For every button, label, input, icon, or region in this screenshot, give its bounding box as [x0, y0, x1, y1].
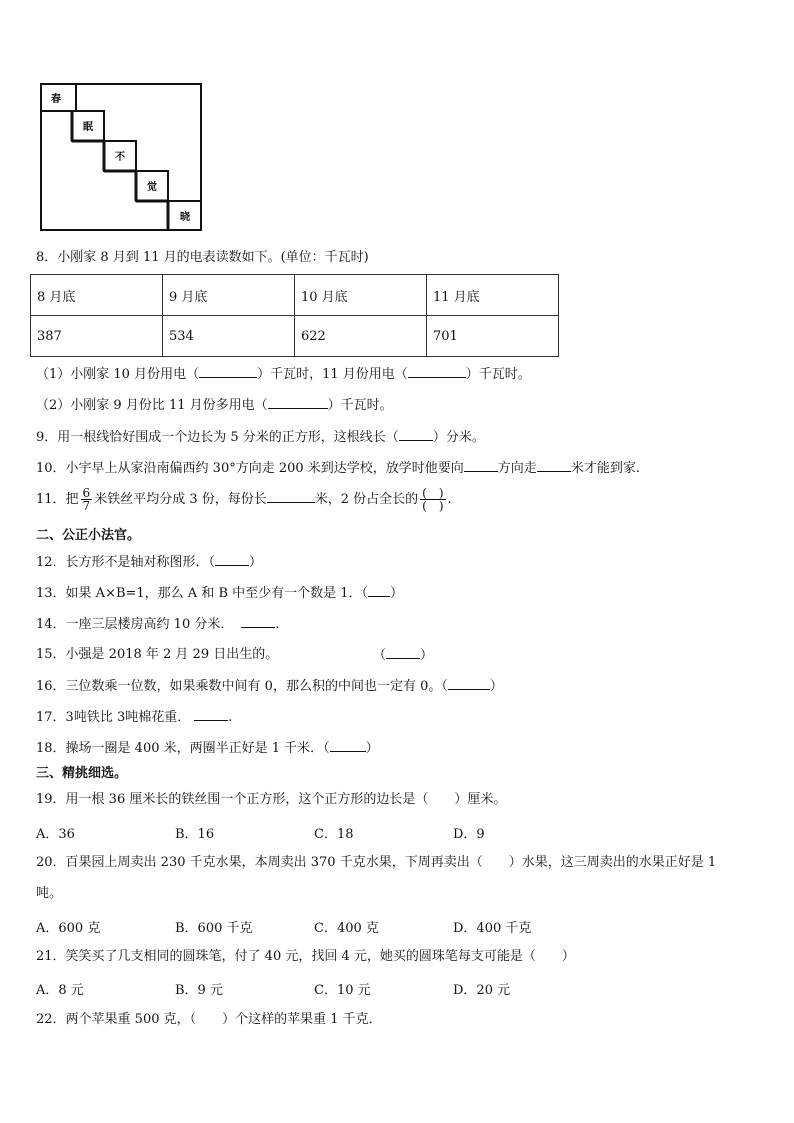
answer-blank[interactable]	[268, 396, 328, 409]
q20-option-c[interactable]: C．400 克	[314, 921, 379, 936]
answer-blank[interactable]	[408, 365, 466, 378]
q10-text: 米才能到家.	[570, 461, 640, 476]
q11-text: 米铁丝平均分成 3 份，每份长	[94, 492, 267, 507]
answer-blank[interactable]	[241, 615, 275, 628]
q18-text: ）	[365, 741, 379, 756]
q15-text: ）	[420, 648, 434, 663]
q11-text: 11．把	[36, 492, 79, 507]
q17-text: .	[228, 710, 233, 725]
q16	[36, 677, 503, 696]
q11	[36, 486, 452, 514]
q19-option-a[interactable]: A．36	[36, 827, 75, 842]
q12	[36, 553, 262, 572]
fraction	[81, 487, 93, 512]
q14	[36, 615, 280, 634]
q21-option-c[interactable]: C．10 元	[314, 983, 371, 998]
q12-text: 12．长方形不是轴对称图形．（	[36, 555, 216, 570]
answer-blank[interactable]	[330, 739, 366, 752]
q15-text: （	[373, 648, 387, 663]
fraction-denominator: ( )	[422, 499, 444, 513]
q13	[36, 584, 403, 603]
q22-stem: 22．两个苹果重 500 克，（ ）个这样的苹果重 1 千克．	[36, 1012, 382, 1027]
q8-stem: 8．小刚家 8 月到 11 月的电表读数如下。(单位：千瓦时)	[36, 250, 369, 265]
q17-text: 17．3吨铁比 3吨棉花重．	[36, 710, 191, 725]
q20-stem-cont: 吨。	[36, 886, 63, 901]
answer-blank[interactable]	[448, 677, 490, 690]
stair-char-2: 眠	[83, 122, 93, 133]
table-row	[31, 316, 559, 357]
fraction-denominator: 7	[82, 499, 91, 513]
q15-text: 15．小强是 2018 年 2 月 29 日出生的。	[36, 647, 279, 662]
q10	[36, 459, 640, 478]
table-cell: 387	[31, 316, 163, 357]
q15	[36, 646, 278, 664]
q18	[36, 739, 379, 758]
fraction-numerator: ( )	[422, 486, 444, 500]
q20-option-b[interactable]: B．600 千克	[175, 921, 253, 936]
answer-blank[interactable]	[386, 646, 420, 659]
meter-table	[30, 274, 559, 357]
answer-blank[interactable]	[267, 490, 315, 503]
q8-sub1	[36, 365, 531, 384]
q10-text: 10．小宇早上从家沿南偏西约 30°方向走 200 米到达学校，放学时他要向	[36, 461, 464, 476]
q20-stem: 20．百果园上周卖出 230 千克水果，本周卖出 370 千克水果，下周再卖出（ ）水果，这三周卖出的水果正好是 1	[36, 855, 717, 870]
answer-blank[interactable]	[399, 428, 433, 441]
fraction-numerator: 6	[82, 486, 91, 500]
q8-sub1-text: ）千瓦时。	[465, 367, 531, 382]
section-heading: 三、精挑细选。	[36, 766, 128, 781]
q19-option-c[interactable]: C．18	[314, 827, 354, 842]
q19-stem: 19．用一根 36 厘米长的铁丝围一个正方形，这个正方形的边长是（ ）厘米。	[36, 792, 507, 807]
answer-blank[interactable]	[194, 708, 228, 721]
q8-sub2-text: ）千瓦时。	[327, 398, 393, 413]
answer-blank[interactable]	[368, 584, 390, 597]
q16-text: 16．三位数乘一位数，如果乘数中间有 0，那么积的中间也一定有 0。（	[36, 679, 448, 694]
q14-text: .	[275, 617, 280, 632]
answer-blank[interactable]	[537, 459, 571, 472]
table-header-cell: 11 月底	[427, 275, 559, 316]
q9-text: ）分米。	[432, 430, 485, 445]
q18-text: 18．操场一圈是 400 米，两圈半正好是 1 千米．（	[36, 741, 330, 756]
table-cell: 534	[163, 316, 295, 357]
q14-text: 14．一座三层楼房高约 10 分米．	[36, 617, 234, 632]
answer-blank[interactable]	[199, 365, 257, 378]
q11-text: .	[447, 492, 452, 507]
q12-text: ）	[249, 555, 263, 570]
table-header-cell: 9 月底	[163, 275, 295, 316]
q13-text: 13．如果 A×B=1，那么 A 和 B 中至少有一个数是 1．（	[36, 586, 369, 601]
section-heading: 二、公正小法官。	[36, 528, 141, 543]
table-row	[31, 275, 559, 316]
q20-option-a[interactable]: A．600 克	[36, 921, 101, 936]
stair-char-5: 晓	[180, 212, 190, 223]
q8-sub1-text: （1）小刚家 10 月份用电（	[36, 367, 200, 382]
q17	[36, 708, 232, 727]
stair-char-1: 春	[51, 94, 61, 105]
q8-sub2-text: （2）小刚家 9 月份比 11 月份多用电（	[36, 398, 268, 413]
q13-text: ）	[390, 586, 404, 601]
answer-blank[interactable]	[464, 459, 498, 472]
q11-text: 米，2 份占全长的	[314, 492, 419, 507]
q21-option-b[interactable]: B．9 元	[175, 983, 223, 998]
table-header-cell: 8 月底	[31, 275, 163, 316]
q9-text: 9．用一根线恰好围成一个边长为 5 分米的正方形，这根线长（	[36, 430, 399, 445]
q21-option-d[interactable]: D．20 元	[453, 983, 511, 998]
stair-diagram	[40, 83, 202, 231]
table-header-cell: 10 月底	[295, 275, 427, 316]
stair-char-3: 不	[115, 152, 125, 163]
q15-answer	[373, 646, 433, 665]
q8-sub1-text: ）千瓦时，11 月份用电（	[257, 367, 408, 382]
q8-sub2	[36, 396, 393, 415]
table-cell: 701	[427, 316, 559, 357]
q20-option-d[interactable]: D．400 千克	[453, 921, 532, 936]
q19-option-d[interactable]: D．9	[453, 827, 485, 842]
q9	[36, 428, 485, 447]
table-cell: 622	[295, 316, 427, 357]
answer-blank[interactable]	[215, 553, 249, 566]
q21-option-a[interactable]: A．8 元	[36, 983, 84, 998]
q19-option-b[interactable]: B．16	[175, 827, 215, 842]
q16-text: ）	[489, 679, 503, 694]
q21-stem: 21．笑笑买了几支相同的圆珠笔，付了 40 元，找回 4 元，她买的圆珠笔每支可能是（ ）	[36, 949, 575, 964]
answer-fraction[interactable]	[420, 487, 445, 512]
stair-char-4: 觉	[147, 182, 157, 193]
q10-text: 方向走	[497, 461, 537, 476]
